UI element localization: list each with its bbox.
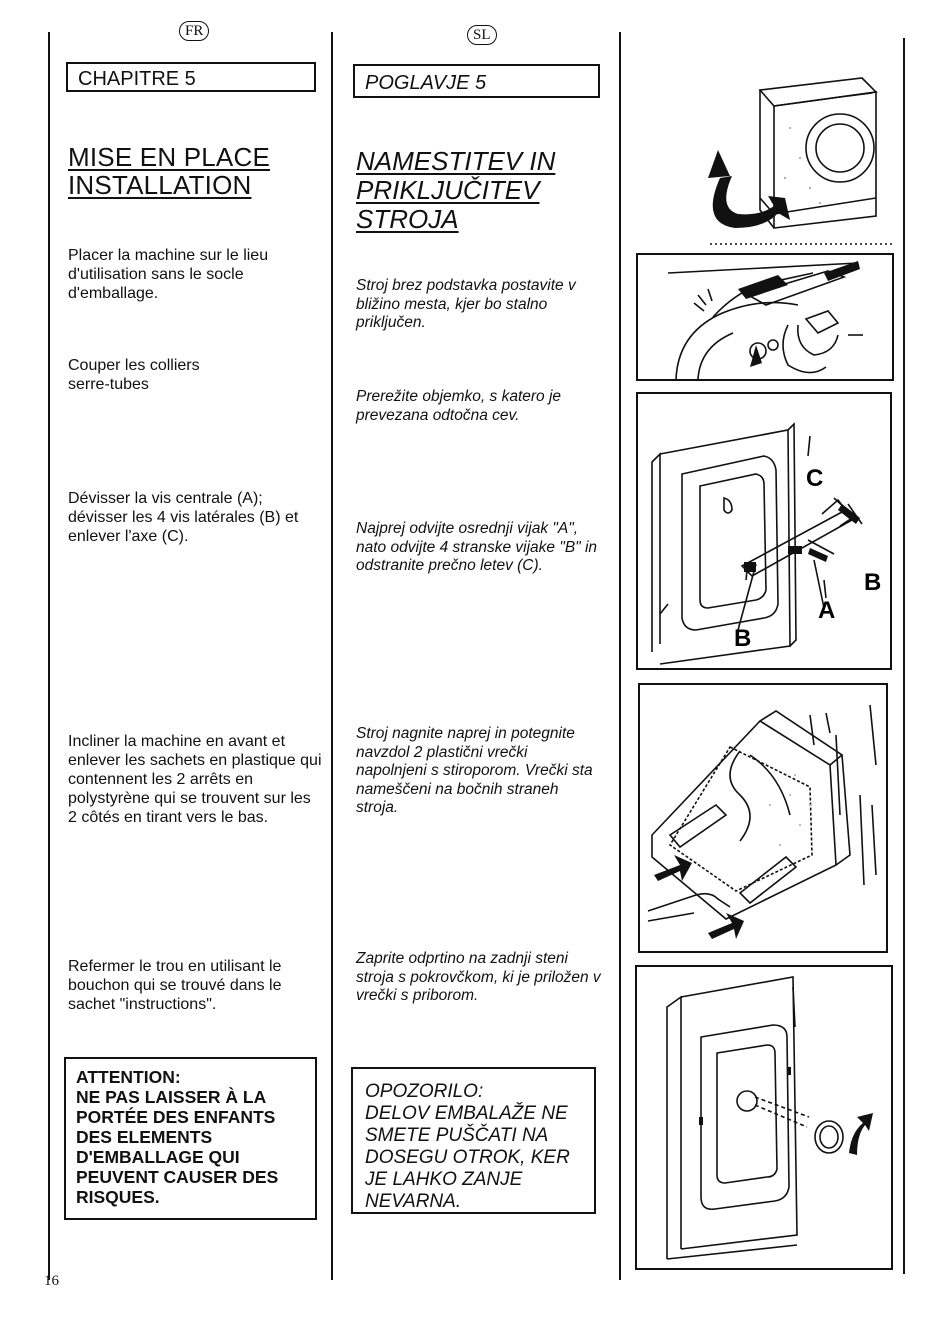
sl-title-line3: STROJA <box>356 204 459 234</box>
sl-warning-heading: OPOZORILO: <box>365 1081 484 1102</box>
fr-step-2: Couper les colliers serre-tubes <box>68 357 200 393</box>
fig-label-a: A <box>818 597 836 624</box>
fr-chapter-box: CHAPITRE 5 <box>66 62 316 92</box>
fr-step-1: Placer la machine sur le lieu d'utilisation sans le socle d'emballage. <box>68 247 269 302</box>
right-margin-rule <box>903 38 905 1274</box>
figure-remove-base <box>690 58 895 248</box>
fr-warning-text: NE PAS LAISSER À LA PORTÉE DES ENFANTS DES ELEMENTS D'EMBALLAGE QUI PEUVENT CAUSER DES RISQUES. <box>76 1087 279 1207</box>
fig-label-b-left: B <box>734 625 752 652</box>
sl-warning-box <box>351 1067 596 1214</box>
fig-label-b-right: B <box>864 569 882 596</box>
sl-chapter-box: POGLAVJE 5 <box>353 64 600 98</box>
fr-title-line1: MISE EN PLACE <box>68 142 270 172</box>
fr-step-3: Dévisser la vis centrale (A); dévisser les 4 vis latérales (B) et enlever l'axe (C). <box>68 490 299 545</box>
fr-step-5: Refermer le trou en utilisant le bouchon qui se trouvé dans le sachet "instructions". <box>68 958 282 1013</box>
sl-step-1: Stroj brez podstavka postavite v bližino mesta, kjer bo stalno priključen. <box>356 277 576 331</box>
figure-cut-clamps <box>636 253 894 381</box>
sl-title-line2: PRIKLJUČITEV <box>356 175 540 205</box>
sl-step-4: Stroj nagnite naprej in potegnite navzdol 2 plastični vrečki napolnjeni s stiroporom. Vrečki sta nameščeni na bočnih straneh stroja. <box>356 725 593 816</box>
sl-step-2: Prerežite objemko, s katero je prevezana odtočna cev. <box>356 388 562 424</box>
sl-warning-text: DELOV EMBALAŽE NE SMETE PUŠČATI NA DOSEGU OTROK, KER JE LAHKO ZANJE NEVARNA. <box>365 1103 570 1212</box>
fig-label-c: C <box>806 465 824 492</box>
figure-tilt-remove-bags <box>638 683 888 953</box>
sl-step-5: Zaprite odprtino na zadnji steni stroja s pokrovčkom, ki je priložen v vrečki s priborom. <box>356 950 601 1004</box>
sl-step-3: Najprej odvijte osrednji vijak "A", nato odvijte 4 stranske vijake "B" in odstranite prečno letev (C). <box>356 520 598 574</box>
figure-remove-screws <box>636 392 892 670</box>
figure-column-rule <box>619 32 621 1280</box>
fr-warning-heading: ATTENTION: <box>76 1067 181 1087</box>
fr-language-badge: FR <box>179 21 209 41</box>
page-number: 16 <box>44 1273 59 1289</box>
left-margin-rule <box>48 32 50 1280</box>
sl-title-line1: NAMESTITEV IN <box>356 146 556 176</box>
fr-title-line2: INSTALLATION <box>68 170 252 200</box>
fr-warning-box <box>64 1057 317 1220</box>
fr-step-4: Incliner la machine en avant et enlever les sachets en plastique qui contennent les 2 arrêts en polystyrène qui se trouvent sur les 2 côtés en tirant vers le bas. <box>68 733 322 826</box>
figure-insert-plug <box>635 965 893 1270</box>
column-divider-rule <box>331 32 333 1280</box>
sl-language-badge: SL <box>467 25 497 45</box>
